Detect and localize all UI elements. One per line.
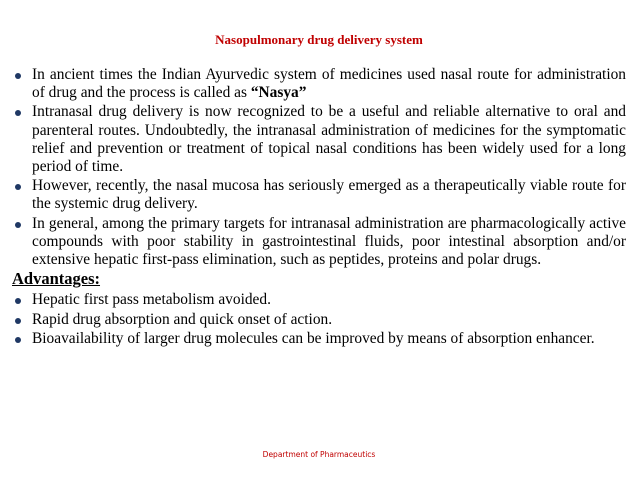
advantage-text: Bioavailability of larger drug molecules can be improved by means of absorption enhancer. — [32, 329, 595, 347]
bullet-dot-icon — [15, 318, 21, 324]
bullet-dot-icon — [15, 73, 21, 79]
slide-title: Nasopulmonary drug delivery system — [215, 32, 423, 47]
bullet-text: However, recently, the nasal mucosa has seriously emerged as a therapeutically viable route for the systemic drug delivery. — [32, 177, 626, 213]
bullet-item-targets — [12, 215, 626, 270]
nasya-term: “Nasya” — [250, 84, 307, 102]
bullet-dot-icon — [15, 298, 21, 304]
bullet-item-mucosa — [12, 177, 626, 213]
advantage-text: Rapid drug absorption and quick onset of action. — [32, 310, 333, 328]
footer-department: Department of Pharmaceutics — [262, 450, 376, 459]
advantage-item — [12, 330, 626, 348]
bullet-text: Intranasal drug delivery is now recognized to be a useful and reliable alternative to oral and parenteral routes. Undoubtedly, the intranasal administration of medicines for the symptomatic relief and prevention or treatment of topical nasal conditions has been widely used for a long period of time. — [32, 103, 626, 176]
advantage-item — [12, 291, 626, 309]
advantages-list — [12, 291, 626, 348]
bullet-text: In general, among the primary targets for intranasal administration are pharmacologically active compounds with poor stability in gastrointestinal fluids, poor intestinal absorption and/or extensive hepatic first-pass elimination, such as peptides, proteins and polar drugs. — [32, 214, 626, 269]
advantage-item — [12, 311, 626, 329]
bullet-item-intranasal — [12, 103, 626, 176]
advantages-heading: Advantages: — [12, 269, 101, 289]
bullet-text: In ancient times the Indian Ayurvedic system of medicines used nasal route for administration of drug and the process is called as — [32, 66, 626, 102]
bullet-dot-icon — [15, 184, 21, 190]
slide-body — [12, 66, 626, 349]
bullet-dot-icon — [15, 110, 21, 116]
advantage-text: Hepatic first pass metabolism avoided. — [32, 291, 271, 309]
bullet-item-nasya — [12, 66, 626, 102]
bullet-dot-icon — [15, 222, 21, 228]
bullet-dot-icon — [15, 337, 21, 343]
intro-bullet-list — [12, 66, 626, 269]
